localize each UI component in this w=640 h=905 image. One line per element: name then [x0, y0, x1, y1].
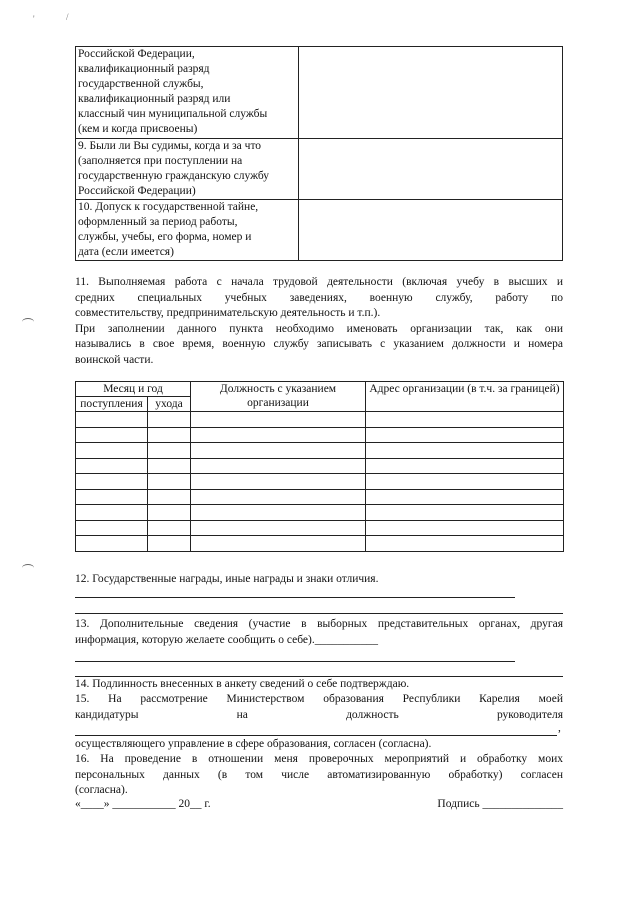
table-row [76, 520, 564, 536]
section-11 [75, 275, 563, 368]
table-cell[interactable] [148, 536, 191, 552]
table-cell[interactable] [366, 427, 564, 443]
section-13 [75, 617, 563, 648]
section-11-line: 11. Выполняемая работа с начала трудовой деятельности (включая учебу в высших и [75, 276, 563, 288]
date-field[interactable]: «____» ___________ 20__ г. [75, 798, 211, 810]
table-row [76, 139, 563, 200]
section-12: 12. Государственные награды, иные награды и знаки отличия. [75, 573, 379, 585]
table-cell[interactable] [148, 458, 191, 474]
table-cell[interactable] [191, 489, 366, 505]
table-cell[interactable] [191, 520, 366, 536]
header-address: Адрес организации (в т.ч. за границей) [366, 382, 564, 412]
section-13-line [75, 633, 563, 649]
section-16-line: 16. На проведение в отношении меня проверочных мероприятий и обработку моих [75, 753, 563, 765]
table-cell[interactable] [191, 474, 366, 490]
blank-field[interactable]: ___________ [314, 633, 378, 646]
section-16-line: (согласна). [75, 784, 128, 796]
table-row [76, 505, 564, 521]
blank-line[interactable] [75, 613, 563, 614]
answer-cell[interactable] [299, 47, 563, 139]
header-month-year: Месяц и год [76, 382, 191, 397]
table-cell[interactable] [76, 412, 148, 428]
table-row [76, 458, 564, 474]
question-cell: 10. Допуск к государственной тайне, оформленный за период работы, службы, учебы, его форма, номер и дата (если имеется) [76, 200, 299, 261]
table-cell[interactable] [191, 505, 366, 521]
section-11-line: совместительству, предпринимательскую деятельность и т.п.). [75, 307, 381, 319]
table-cell[interactable] [366, 474, 564, 490]
table-cell[interactable] [76, 520, 148, 536]
header-end: ухода [148, 397, 191, 412]
questionnaire-table [75, 46, 563, 261]
table-cell[interactable] [76, 427, 148, 443]
table-cell[interactable] [76, 505, 148, 521]
question-cell: Российской Федерации, квалификационный разряд государственной службы, квалификационный разряд или классный чин муниципальной службы (кем и когда присвоены) [76, 47, 299, 139]
section-16-line: персональных данных (в том числе автоматизированную обработку) согласен [75, 768, 563, 781]
table-cell[interactable] [191, 536, 366, 552]
table-row [76, 200, 563, 261]
table-cell[interactable] [366, 536, 564, 552]
table-row [76, 412, 564, 428]
table-cell[interactable] [191, 412, 366, 428]
section-11-line: средних специальных учебных заведениях, военную службу, работу по [75, 291, 563, 304]
table-row [76, 489, 564, 505]
header-start: поступления [76, 397, 148, 412]
hole-punch-mark [22, 564, 34, 572]
table-cell[interactable] [366, 443, 564, 459]
table-cell[interactable] [76, 443, 148, 459]
table-cell[interactable] [191, 443, 366, 459]
blank-line[interactable] [75, 597, 515, 598]
hole-punch-mark [22, 318, 34, 326]
header-position: Должность с указанием организации [191, 382, 366, 412]
signature-field[interactable]: Подпись ______________ [437, 798, 563, 810]
scan-mark: ' [33, 14, 35, 24]
table-cell[interactable] [366, 505, 564, 521]
question-cell: 9. Были ли Вы судимы, когда и за что (заполняется при поступлении на государственную гражданскую службу Российской Федерации) [76, 139, 299, 200]
table-cell[interactable] [148, 520, 191, 536]
table-cell[interactable] [148, 412, 191, 428]
table-row [76, 536, 564, 552]
blank-line[interactable] [75, 735, 557, 736]
answer-cell[interactable] [299, 139, 563, 200]
table-header-row [76, 382, 564, 397]
table-cell[interactable] [191, 458, 366, 474]
table-cell[interactable] [148, 443, 191, 459]
table-row [76, 47, 563, 139]
table-cell[interactable] [148, 489, 191, 505]
section-15-line: кандидатуры на должность руководителя [75, 708, 563, 721]
section-11-note-line: При заполнении данного пункта необходимо именовать организации так, как они [75, 322, 563, 335]
section-13-text: информация, которую желаете сообщить о себе). [75, 633, 315, 646]
section-16 [75, 752, 563, 799]
table-cell[interactable] [76, 489, 148, 505]
table-cell[interactable] [76, 536, 148, 552]
section-11-note-line: назывались в свое время, военную службу записывать с указанием должности и номера [75, 338, 563, 350]
table-cell[interactable] [366, 458, 564, 474]
table-cell[interactable] [191, 427, 366, 443]
blank-line[interactable] [75, 661, 515, 662]
scan-mark: / [66, 12, 69, 22]
table-row [76, 443, 564, 459]
work-history-table [75, 381, 564, 552]
table-row [76, 474, 564, 490]
section-14: 14. Подлинность внесенных в анкету сведений о себе подтверждаю. [75, 678, 410, 690]
table-cell[interactable] [76, 458, 148, 474]
table-cell[interactable] [76, 474, 148, 490]
table-cell[interactable] [148, 505, 191, 521]
table-cell[interactable] [148, 474, 191, 490]
table-row [76, 427, 564, 443]
table-cell[interactable] [366, 412, 564, 428]
table-cell[interactable] [366, 520, 564, 536]
section-15 [75, 692, 563, 723]
section-11-note-line: воинской части. [75, 353, 154, 366]
section-13-line: 13. Дополнительные сведения (участие в выборных представительных органах, другая [75, 618, 563, 630]
comma: , [558, 722, 561, 734]
table-cell[interactable] [148, 427, 191, 443]
table-cell[interactable] [366, 489, 564, 505]
answer-cell[interactable] [299, 200, 563, 261]
section-15-line: осуществляющего управление в сфере образования, согласен (согласна). [75, 738, 432, 750]
section-15-line: 15. На рассмотрение Министерством образования Республики Карелия моей [75, 693, 563, 705]
